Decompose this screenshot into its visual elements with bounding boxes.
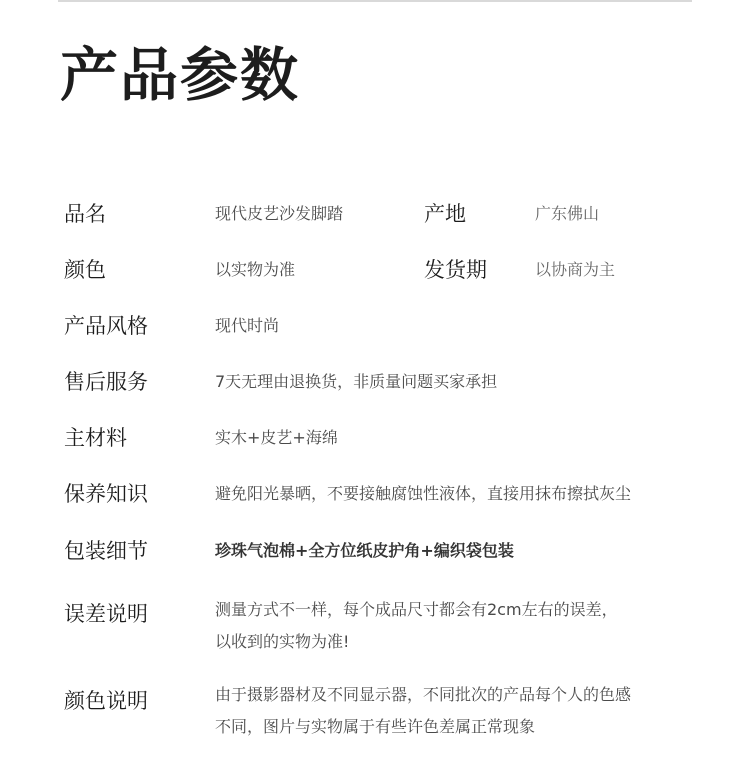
param-label: 颜色说明	[64, 689, 148, 713]
param-value: 避免阳光暴晒，不要接触腐蚀性液体，直接用抹布擦拭灰尘	[215, 484, 632, 503]
param-label: 包装细节	[64, 539, 148, 563]
page-title: 产品参数	[60, 41, 301, 109]
param-label-secondary: 发货期	[424, 258, 487, 282]
top-divider	[58, 0, 692, 2]
param-value-line: 测量方式不一样，每个成品尺寸都会有2cm左右的误差，	[215, 600, 618, 619]
param-value: 现代时尚	[215, 316, 280, 335]
param-value	[215, 679, 685, 743]
param-value-line: 以收到的实物为准!	[215, 632, 350, 651]
param-label: 误差说明	[64, 602, 148, 626]
param-value-secondary: 广东佛山	[535, 204, 600, 223]
param-label: 产品风格	[64, 314, 148, 338]
param-label: 主材料	[64, 426, 127, 450]
param-label-secondary: 产地	[424, 202, 466, 226]
param-value: 7天无理由退换货，非质量问题买家承担	[215, 372, 498, 391]
param-value: 珍珠气泡棉+全方位纸皮护角+编织袋包装	[215, 541, 514, 560]
param-label: 售后服务	[64, 370, 148, 394]
param-value: 实木+皮艺+海绵	[215, 428, 338, 447]
param-value-line: 由于摄影器材及不同显示器，不同批次的产品每个人的色感	[215, 685, 632, 704]
param-label: 保养知识	[64, 482, 148, 506]
param-value-line: 不同，图片与实物属于有些许色差属正常现象	[215, 717, 536, 736]
param-value: 以实物为准	[215, 260, 296, 279]
param-label: 颜色	[64, 258, 106, 282]
param-value	[215, 594, 685, 658]
param-label: 品名	[64, 202, 106, 226]
param-value-secondary: 以协商为主	[535, 260, 616, 279]
param-value: 现代皮艺沙发脚踏	[215, 204, 344, 223]
